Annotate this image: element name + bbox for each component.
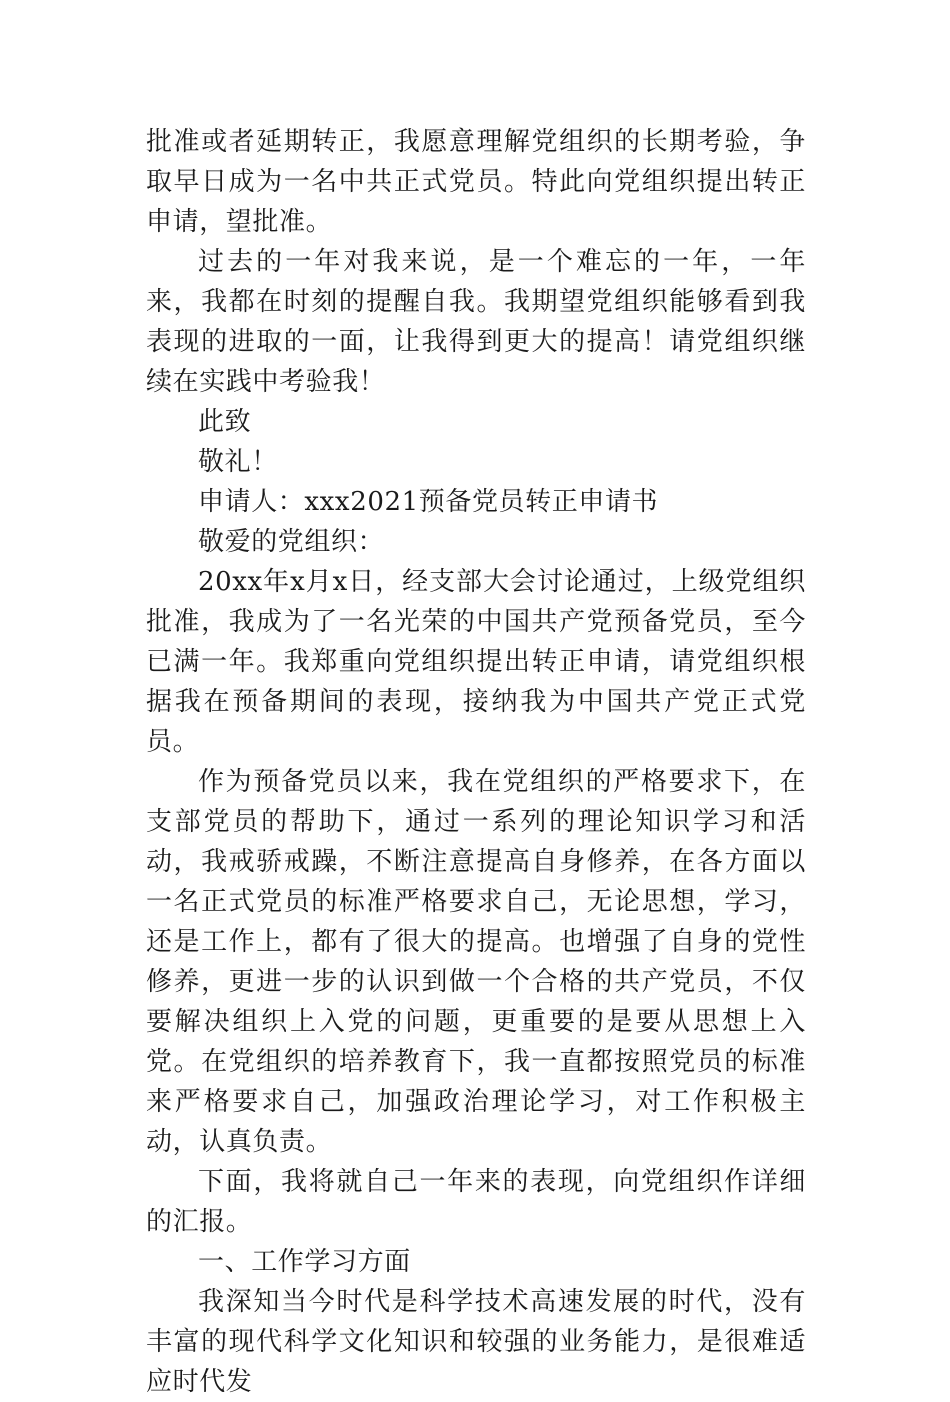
paragraph-intro: 20xx年x月x日，经支部大会讨论通过，上级党组织批准，我成为了一名光荣的中国共产党预备党员，至今已满一年。我郑重向党组织提出转正申请，请党组织根据我在预备期间的表现，接纳我为中国共产党正式党员。 bbox=[146, 567, 806, 757]
section-heading-work-study: 一、工作学习方面 bbox=[198, 1247, 411, 1277]
closing-regards: 敬礼！ bbox=[198, 447, 278, 477]
document-body bbox=[146, 122, 806, 1402]
letter-greeting: 敬爱的党组织： bbox=[198, 527, 385, 557]
paragraph-approval-request: 批准或者延期转正，我愿意理解党组织的长期考验，争取早日成为一名中共正式党员。特此向党组织提出转正申请，望批准。 bbox=[146, 127, 806, 237]
paragraph-work-study: 我深知当今时代是科学技术高速发展的时代，没有丰富的现代科学文化知识和较强的业务能力，是很难适应时代发 bbox=[146, 1287, 806, 1397]
paragraph-since-probation: 作为预备党员以来，我在党组织的严格要求下，在支部党员的帮助下，通过一系列的理论知识学习和活动，我戒骄戒躁，不断注意提高自身修养，在各方面以一名正式党员的标准严格要求自己，无论思想，学习，还是工作上，都有了很大的提高。也增强了自身的党性修养，更进一步的认识到做一个合格的共产党员，不仅要解决组织上入党的问题，更重要的是要从思想上入党。在党组织的培养教育下，我一直都按照党员的标准来严格要求自己，加强政治理论学习，对工作积极主动，认真负责。 bbox=[146, 767, 806, 1157]
paragraph-report-intro: 下面，我将就自己一年来的表现，向党组织作详细的汇报。 bbox=[146, 1167, 806, 1237]
applicant-line: 申请人：xxx2021预备党员转正申请书 bbox=[198, 487, 659, 517]
paragraph-past-year: 过去的一年对我来说，是一个难忘的一年，一年来，我都在时刻的提醒自我。我期望党组织能够看到我表现的进取的一面，让我得到更大的提高！请党组织继续在实践中考验我！ bbox=[146, 247, 806, 397]
closing-salutation: 此致 bbox=[198, 407, 252, 437]
